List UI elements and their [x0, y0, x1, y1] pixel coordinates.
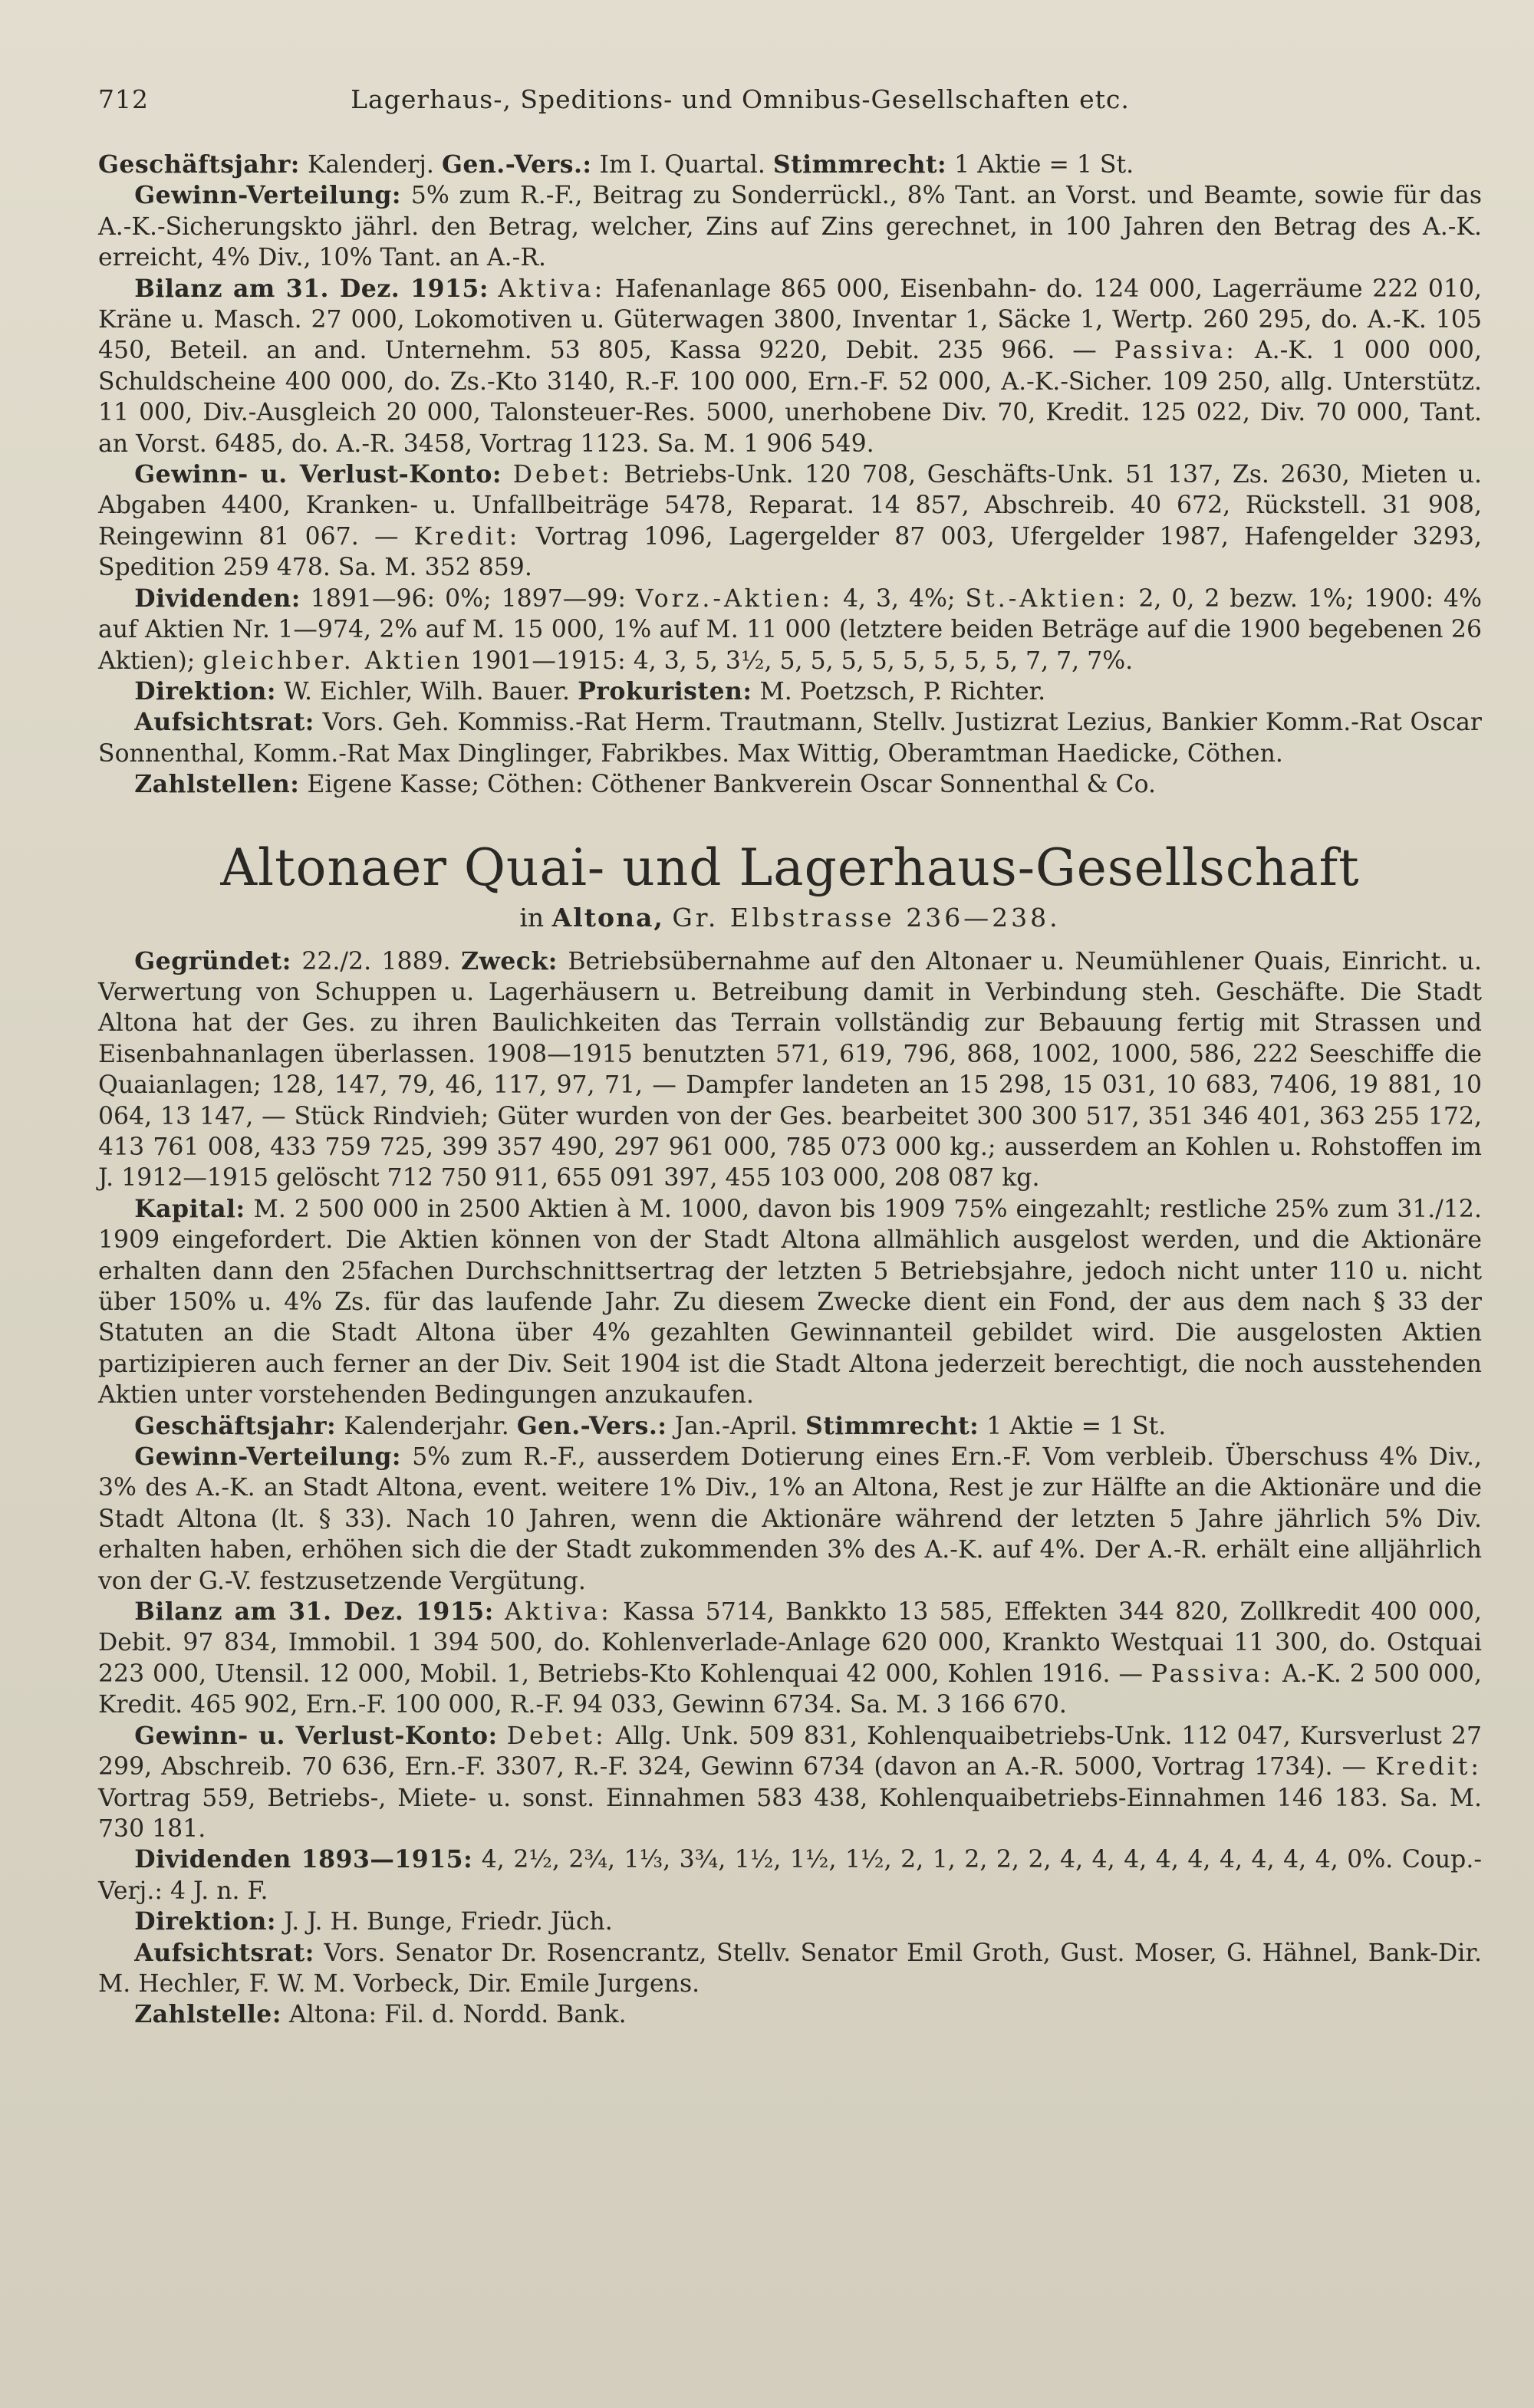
paragraph [98, 676, 1482, 707]
text-run: A.-K. 2 500 000, Kredit. 465 902, Ern.-F. 100 000, R.-F. 94 033, Gewinn 6734. Sa. M. 3 166 670. [98, 1660, 1482, 1719]
paragraph [98, 1442, 1482, 1597]
spaced-label: Vorz.-Aktien: [635, 584, 834, 613]
text-run: 5% zum R.-F., ausserdem Dotierung eines Ern.-F. Vom verbleib. Überschuss 4% Div., 3% des A.-K. an Stadt Altona, event. weitere 1% Div., 1% an Altona, Rest je zur Hälfte an die Aktionäre und die Stadt Altona (lt. § 33). Nach 10 Jahren, wenn die Aktionäre während der letzten 5 Jahre jährlich 5% Div. erhalten haben, erhöhen sich die der Stadt zukommenden 3% des A.-K. auf 4%. Der A.-R. erhält eine alljährlich von der G.-V. festzusetzende Vergütung. [98, 1443, 1482, 1595]
paragraph [98, 1844, 1482, 1906]
field-label: Gen.-Vers.: [516, 1411, 667, 1440]
location-address: Gr. Elbstrasse 236—238. [672, 902, 1061, 933]
text-run: J. J. H. Bunge, Friedr. Jüch. [276, 1908, 613, 1936]
spaced-label: Aktiva: [505, 1598, 612, 1627]
field-label: Gewinn- u. Verlust-Konto: [134, 1721, 498, 1750]
spaced-label: gleichber. Aktien [202, 646, 463, 675]
text-run: 1 Aktie = 1 St. [946, 151, 1134, 179]
text-run: 22./2. 1889. [291, 947, 462, 975]
text-run [502, 461, 513, 489]
paragraph [98, 150, 1482, 180]
field-label: Stimmrecht: [772, 150, 947, 179]
text-run: Vortrag 1096, Lagergelder 87 003, Ufergelder 1987, Hafengelder 3293, Spedition 259 478. Sa. M. 352 859. [98, 522, 1482, 582]
spaced-label: Debet: [506, 1722, 607, 1750]
text-run [489, 275, 499, 303]
text-run: Eigene Kasse; Cöthen: Cöthener Bankverein Oscar Sonnenthal & Co. [299, 771, 1157, 799]
field-label: Dividenden 1893—1915: [134, 1845, 473, 1874]
field-label: Geschäftsjahr: [98, 150, 300, 179]
paragraph [98, 769, 1482, 800]
field-label: Gewinn- u. Verlust-Konto: [134, 460, 502, 489]
text-run: Kalenderjahr. [336, 1412, 517, 1440]
field-label: Bilanz am 31. Dez. 1915: [134, 1597, 494, 1627]
text-run: 5% zum R.-F., Beitrag zu Sonderrückl., 8% Tant. an Vorst. und Beamte, sowie für das A.-K.-Sicherungskto jährl. den Betrag, welcher, Zins auf Zins gerechnet, in 100 Jahren den Betrag des A.-K. erreicht, 4% Div., 10% Tant. an A.-R. [98, 182, 1482, 272]
field-label: Aufsichtsrat: [134, 708, 314, 737]
paragraph [98, 1999, 1482, 2030]
paragraph [98, 459, 1482, 584]
spaced-label: Kredit: [413, 522, 521, 551]
field-label: Bilanz am 31. Dez. 1915: [134, 274, 489, 303]
text-run: 2, 0, 2 bezw. 1%; 1900: 4% auf Aktien Nr. 1—974, 2% auf M. 15 000, 1% auf M. 11 000 (letztere beiden Beträge auf die 1900 begebenen 26 Aktien); [98, 584, 1482, 675]
text-run: Kassa 5714, Bankkto 13 585, Effekten 344 820, Zollkredit 400 000, Debit. 97 834, Immobil. 1 394 500, do. Kohlenverlade-Anlage 620 000, Krankto Westquai 11 300, do. Ostquai 223 000, Utensil. 12 000, Mobil. 1, Betriebs-Kto Kohlenquai 42 000, Kohlen 1916. — [98, 1598, 1482, 1688]
text-run: Kalenderj. [299, 151, 442, 179]
text-run: 1 Aktie = 1 St. [979, 1412, 1167, 1440]
field-label: Stimmrecht: [805, 1411, 979, 1440]
text-run: M. Poetzsch, P. Richter. [752, 677, 1046, 706]
location-city: Altona, [551, 902, 664, 933]
field-label: Kapital: [134, 1194, 245, 1223]
paragraph [98, 1411, 1482, 1442]
text-run: 4, 2½, 2¾, 1⅓, 3¾, 1½, 1½, 1½, 2, 1, 2, 2, 2, 4, 4, 4, 4, 4, 4, 4, 4, 4, 0%. Coup.-Verj.: 4 J. n. F. [98, 1846, 1482, 1905]
paragraph [98, 1597, 1482, 1721]
running-head [98, 84, 1482, 114]
text-run: 1901—1915: 4, 3, 5, 3½, 5, 5, 5, 5, 5, 5, 5, 5, 7, 7, 7%. [463, 646, 1134, 675]
field-label: Zahlstelle: [134, 2000, 281, 2029]
text-run: Altona: Fil. d. Nordd. Bank. [281, 2001, 627, 2029]
company-location [98, 902, 1482, 934]
field-label: Dividenden: [134, 584, 301, 613]
field-label: Geschäftsjahr: [134, 1411, 337, 1440]
field-label: Gewinn-Verteilung: [134, 1442, 402, 1472]
field-label: Zahlstellen: [134, 770, 300, 799]
paragraph [98, 180, 1482, 273]
text-run: Im I. Quartal. [591, 151, 773, 179]
paragraph [98, 1194, 1482, 1411]
text-run: 4, 3, 4%; [833, 584, 966, 613]
field-label: Gegründet: [134, 946, 291, 975]
text-run: Hafenanlage 865 000, Eisenbahn- do. 124 000, Lagerräume 222 010, Kräne u. Masch. 27 000, Lokomotiven u. Güterwagen 3800, Inventar 1, Säcke 1, Wertp. 260 295, do. A.-K. 105 450, Beteil. an and. Unternehm. 53 805, Kassa 9220, Debit. 235 966. — [98, 275, 1482, 365]
text-run [494, 1598, 505, 1626]
spaced-label: Passiva: [1114, 337, 1237, 365]
spaced-label: St.-Aktien: [965, 584, 1129, 613]
text-run: Allg. Unk. 509 831, Kohlenquaibetriebs-Unk. 112 047, Kursverlust 27 299, Abschreib. 70 636, Ern.-F. 3307, R.-F. 324, Gewinn 6734 (davon an A.-R. 5000, Vortrag 1734). — [98, 1722, 1482, 1781]
text-run: Jan.-April. [667, 1412, 805, 1440]
spaced-label: Passiva: [1150, 1660, 1275, 1688]
field-label: Gen.-Vers.: [441, 150, 592, 179]
paragraph [98, 946, 1482, 1194]
spaced-label: Aktiva: [498, 275, 606, 303]
field-label: Zweck: [461, 946, 558, 975]
field-label: Prokuristen: [578, 676, 752, 706]
page-number: 712 [98, 84, 149, 114]
company-heading: Altonaer Quai- und Lagerhaus-Gesellschaft [220, 837, 1360, 897]
entry-cothen [98, 150, 1482, 801]
field-label: Direktion: [134, 676, 277, 706]
field-label: Direktion: [134, 1907, 277, 1936]
field-label: Gewinn-Verteilung: [134, 181, 402, 210]
text-run [498, 1722, 507, 1750]
paragraph [98, 1906, 1482, 1937]
text-run: W. Eichler, Wilh. Bauer. [276, 677, 578, 706]
paragraph [98, 1721, 1482, 1845]
text-run: Vors. Senator Dr. Rosencrantz, Stellv. Senator Emil Groth, Gust. Moser, G. Hähnel, Bank-Dir. M. Hechler, F. W. M. Vorbeck, Dir. Emile Jurgens. [98, 1939, 1482, 1998]
text-run: M. 2 500 000 in 2500 Aktien à M. 1000, davon bis 1909 75% eingezahlt; restliche 25% zum 31./12. 1909 eingefordert. Die Aktien können von der Stadt Altona allmählich ausgelost werden, und die Aktionäre erhalten dann den 25fachen Durchschnittsertrag der letzten 5 Betriebsjahre, jedoch nicht unter 110 u. nicht über 150% u. 4% Zs. für das laufende Jahr. Zu diesem Zwecke dient ein Fond, der aus dem nach § 33 der Statuten an die Stadt Altona über 4% gezahlten Gewinnanteil gebildet wird. Die ausgelosten Aktien partizipieren auch ferner an der Div. Seit 1904 ist die Stadt Altona jederzeit berechtigt, die noch ausstehenden Aktien unter vorstehenden Bedingungen anzukaufen. [98, 1195, 1482, 1410]
paragraph [98, 707, 1482, 769]
paragraph [98, 584, 1482, 676]
paragraph [98, 1938, 1482, 2000]
text-run: Vortrag 559, Betriebs-, Miete- u. sonst. Einnahmen 583 438, Kohlenquaibetriebs-Einnahmen 146 183. Sa. M. 730 181. [98, 1784, 1482, 1843]
field-label: Aufsichtsrat: [134, 1938, 314, 1967]
running-title: Lagerhaus-, Speditions- und Omnibus-Gesellschaften etc. [351, 84, 1130, 114]
spaced-label: Debet: [512, 461, 613, 489]
location-prefix: in [519, 902, 545, 933]
text-run: Vors. Geh. Kommiss.-Rat Herm. Trautmann, Stellv. Justizrat Lezius, Bankier Komm.-Rat Oscar Sonnenthal, Komm.-Rat Max Dinglinger, Fabrikbes. Max Wittig, Oberamtman Haedicke, Cöthen. [98, 709, 1482, 768]
text-run: Betriebsübernahme auf den Altonaer u. Neumühlener Quais, Einricht. u. Verwertung von Schuppen u. Lagerhäusern u. Betreibung damit in Verbindung steh. Geschäfte. Die Stadt Altona hat der Ges. zu ihren Baulichkeiten das Terrain vollständig zur Bebauung fertig mit Strassen und Eisenbahnanlagen überlassen. 1908—1915 benutzten 571, 619, 796, 868, 1002, 1000, 586, 222 Seeschiffe die Quaianlagen; 128, 147, 79, 46, 117, 97, 71, — Dampfer landeten an 15 298, 15 031, 10 683, 7406, 19 881, 10 064, 13 147, — Stück Rindvieh; Güter wurden von der Ges. bearbeitet 300 300 517, 351 346 401, 363 255 172, 413 761 008, 433 759 725, 399 357 490, 297 961 000, 785 073 000 kg.; ausserdem an Kohlen u. Rohstoffen im J. 1912—1915 gelöscht 712 750 911, 655 091 397, 455 103 000, 208 087 kg. [98, 947, 1482, 1192]
spaced-label: Kredit: [1375, 1753, 1482, 1781]
text-run: Betriebs-Unk. 120 708, Geschäfts-Unk. 51 137, Zs. 2630, Mieten u. Abgaben 4400, Kranken- u. Unfallbeiträge 5478, Reparat. 14 857, Abschreib. 40 672, Rückstell. 31 908, Reingewinn 81 067. — [98, 461, 1482, 551]
text-run: 1891—96: 0%; 1897—99: [300, 584, 636, 613]
paragraph [98, 274, 1482, 459]
text-run: A.-K. 1 000 000, Schuldscheine 400 000, do. Zs.-Kto 3140, R.-F. 100 000, Ern.-F. 52 000, A.-K.-Sicher. 109 250, allg. Unterstütz. 11 000, Div.-Ausgleich 20 000, Talonsteuer-Res. 5000, unerhobene Div. 70, Kredit. 125 022, Div. 70 000, Tant. an Vorst. 6485, do. A.-R. 3458, Vortrag 1123. Sa. M. 1 906 549. [98, 337, 1482, 458]
entry-altona [98, 946, 1482, 2031]
